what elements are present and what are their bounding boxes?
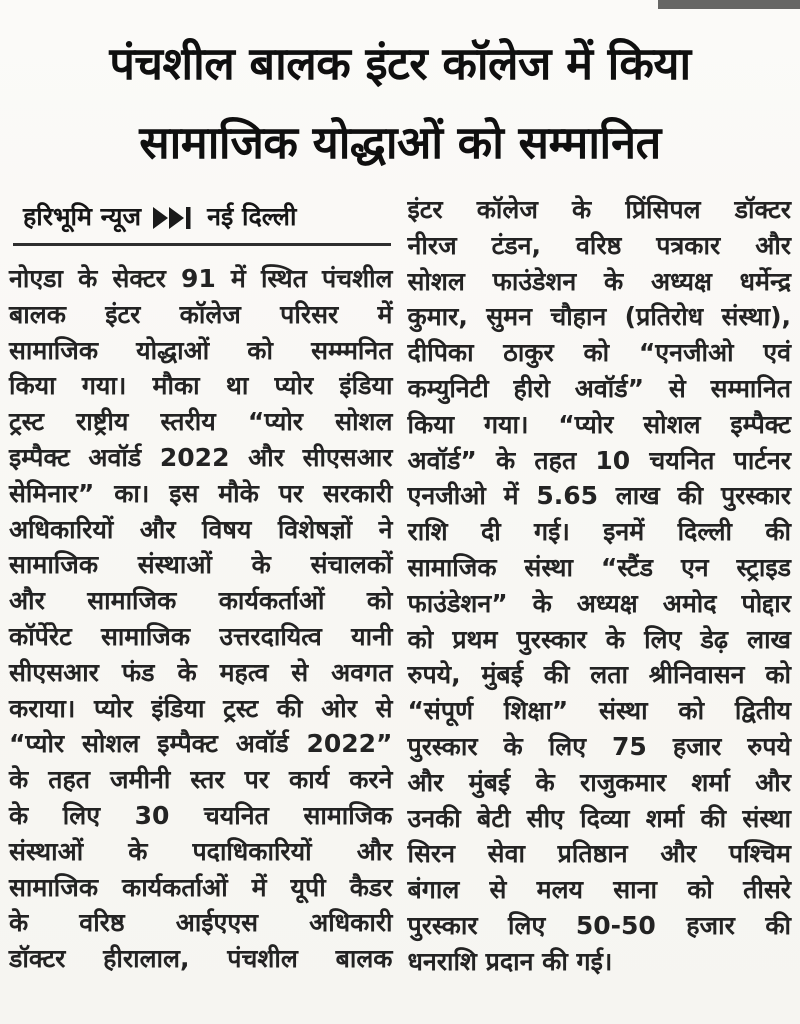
headline-line-2: सामाजिक योद्धाओं को सम्मानित [139,116,661,169]
adjacent-clipping-strip [658,0,800,9]
body-line: धनराशि प्रदान की गई। [407,946,613,976]
body-line: कराया। प्योर इंडिया ट्रस्ट की ओर से [9,693,393,723]
body-line: और सामाजिक कार्यकर्ताओं को [9,586,393,616]
fast-forward-icon [153,207,195,229]
body-lines-left [9,261,393,977]
byline-divider [13,243,391,246]
body-line: और मुंबई के राजुकमार शर्मा और [407,767,791,797]
body-line: के वरिष्ठ आईएएस अधिकारी [9,908,393,938]
body-line: सेमिनार” का। इस मौके पर सरकारी [9,478,393,508]
body-line: फाउंडेशन” के अध्यक्ष अमोद पोद्दार [407,588,791,618]
body-line: के तहत जमीनी स्तर पर कार्य करने [9,765,393,795]
article-column-right [408,186,792,980]
body-line: रुपये, मुंबई की लता श्रीनिवासन को [407,660,791,690]
body-line: नीरज टंडन, वरिष्ठ पत्रकार और [407,230,791,260]
body-line: डॉक्टर हीरालाल, पंचशील बालक [9,944,393,974]
body-line: “संपूर्ण शिक्षा” संस्था को द्वितीय [407,696,791,726]
body-line: सामाजिक योद्धाओं को सम्म्मनित [9,335,393,365]
body-line: संस्थाओं के पदाधिकारियों और [9,836,393,866]
body-line: को प्रथम पुरस्कार के लिए डेढ़ लाख [407,624,791,654]
body-line: एनजीओ में 5.65 लाख की पुरस्कार [407,481,791,511]
body-line: पुरस्कार के लिए 75 हजार रुपये [407,731,791,761]
body-line: सामाजिक संस्था “स्टैंड एन स्ट्राइड [407,552,791,582]
body-lines-right [408,192,792,980]
headline-line-1: पंचशील बालक इंटर कॉलेज में किया [109,37,691,90]
byline-location: नई दिल्ली [207,202,297,231]
body-line: कुमार, सुमन चौहान (प्रतिरोध संस्था), [407,302,791,332]
body-line: ट्रस्ट राष्ट्रीय स्तरीय “प्योर सोशल [9,407,393,437]
body-line: सोशल फाउंडेशन के अध्यक्ष धर्मेन्द्र [407,266,791,296]
body-line: सामाजिक कार्यकर्ताओं में यूपी कैडर [9,872,393,902]
body-line: किया गया। मौका था प्योर इंडिया [9,371,393,401]
body-line: उनकी बेटी सीए दिव्या शर्मा की संस्था [407,803,791,833]
body-line: इम्पैक्ट अवॉर्ड 2022 और सीएसआर [9,442,393,472]
body-line: किया गया। “प्योर सोशल इम्पैक्ट [407,409,791,439]
body-line: बालक इंटर कॉलेज परिसर में [9,299,393,329]
body-line: पुरस्कार लिए 50-50 हजार की [407,910,791,940]
body-line: सामाजिक संस्थाओं के संचालकों [9,550,393,580]
article-body [0,186,800,980]
body-line: कम्युनिटी हीरो अवॉर्ड” से सम्मानित [407,373,791,403]
article-column-left [9,186,393,980]
body-line: के लिए 30 चयनित सामाजिक [9,800,393,830]
body-line: दीपिका ठाकुर को “एनजीओ एवं [407,338,791,368]
body-line: इंटर कॉलेज के प्रिंसिपल डॉक्टर [407,195,791,224]
byline [9,186,393,236]
body-line: सिरन सेवा प्रतिष्ठान और पश्चिम [407,839,791,869]
body-line: बंगाल से मलय साना को तीसरे [407,875,791,905]
body-line: राशि दी गई। इनमें दिल्ली की [407,517,791,547]
body-line: कॉर्पेरेट सामाजिक उत्तरदायित्व यानी [9,621,393,651]
byline-source: हरिभूमि न्यूज [23,202,142,231]
body-line: “प्योर सोशल इम्पैक्ट अवॉर्ड 2022” [9,729,393,759]
body-line: सीएसआर फंड के महत्व से अवगत [9,657,393,687]
body-line: अवॉर्ड” के तहत 10 चयनित पार्टनर [407,445,791,475]
body-line: अधिकारियों और विषय विशेषज्ञों ने [9,514,393,544]
article-headline [0,0,800,182]
body-line: नोएडा के सेक्टर 91 में स्थित पंचशील [9,264,393,293]
